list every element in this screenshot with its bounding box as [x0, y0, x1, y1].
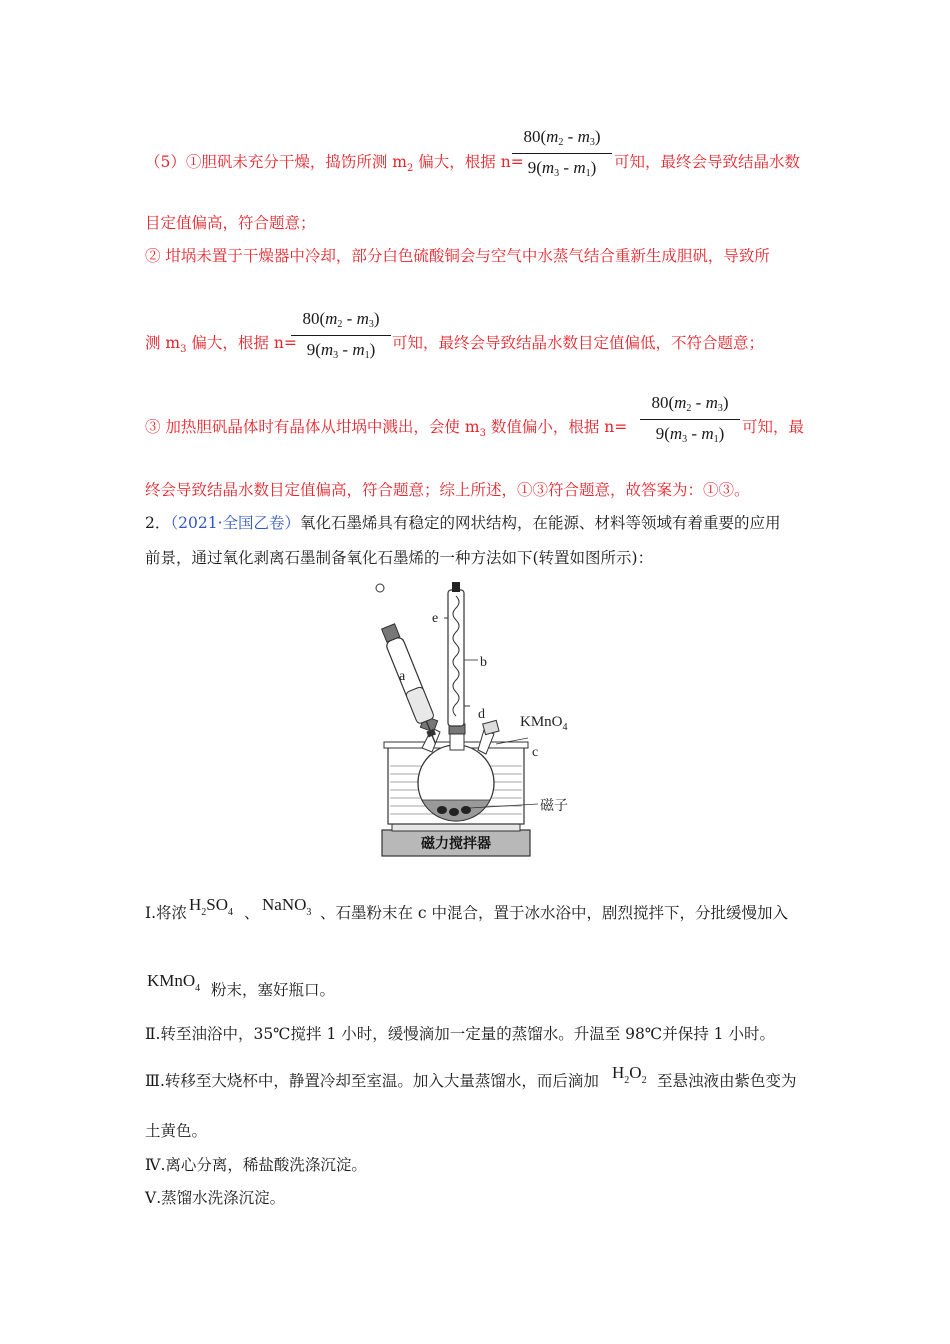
step-1-line-1: Ⅰ.将浓 [145, 904, 188, 922]
label-e: e [432, 611, 439, 626]
answer-line-1 [145, 155, 524, 174]
label-a: a [399, 669, 406, 684]
magnet-bar [449, 808, 459, 816]
stirrer-top [392, 824, 520, 831]
condenser-cap [452, 582, 460, 592]
label-b: b [480, 655, 487, 670]
step-3-text: 至悬浊液由紫色变为 [657, 1072, 797, 1090]
question-number: 2． [145, 514, 171, 532]
question-line-2: 前景，通过氧化剥离石墨制备氧化石墨烯的一种方法如下(转置如图所示)： [145, 549, 654, 567]
formula-h2o2: $H_2O_2$ [612, 1063, 647, 1086]
formula-nano3: NaNO$_3$ [262, 895, 312, 918]
formula-fraction: $80(m_2 - m_3)$ $9(m_3 - m_1)$ [512, 128, 612, 179]
step-1-text-2: 粉末，塞好瓶口。 [211, 981, 336, 999]
stopper-c [483, 720, 499, 734]
answer-line-5-tail: 可知，最 [742, 418, 805, 436]
magnet-bar [461, 806, 471, 814]
label-kmno4: KMnO$_4$ [520, 714, 568, 733]
question-line-1 [145, 516, 781, 532]
formula-kmno4: KMnO$_4$ [147, 971, 201, 994]
magnet-bar [437, 806, 447, 814]
question-text: 氧化石墨烯具有稳定的网状结构，在能源、材料等领域有着重要的应用 [300, 514, 781, 532]
step-2: Ⅱ.转至油浴中，35℃搅拌 1 小时，缓慢滴加一定量的蒸馏水。升温至 98℃并保持 1 小时。 [145, 1025, 775, 1043]
separator: 、 [244, 904, 260, 922]
answer-text: 偏大，根据 n= [413, 153, 524, 171]
step-5: Ⅴ.蒸馏水洗涤沉淀。 [145, 1189, 286, 1207]
label-d: d [478, 707, 485, 722]
label-magnet: 磁子 [540, 798, 568, 814]
answer-line-3: ② 坩埚未置于干燥器中冷却，部分白色硫酸铜会与空气中水蒸气结合重新生成胆矾，导致所 [145, 247, 770, 265]
question-source: （2021·全国乙卷） [170, 514, 300, 532]
formula-fraction: $80(m_2 - m_3)$ $9(m_3 - m_1)$ [291, 310, 391, 361]
step-3-line-2: 土黄色。 [145, 1122, 208, 1140]
condenser [448, 590, 464, 726]
label-c: c [532, 745, 539, 760]
answer-line-6: 终会导致结晶水数目定值偏高，符合题意；综上所述，①③符合题意，故答案为：①③。 [145, 481, 750, 499]
answer-line-4: 测 $m_3$ 偏大，根据 n= [145, 334, 297, 356]
formula-fraction: $80(m_2 - m_3)$ $9(m_3 - m_1)$ [640, 394, 740, 445]
funnel-top [376, 584, 384, 592]
step-3-line-1: Ⅲ.转移至大烧杯中，静置冷却至室温。加入大量蒸馏水，而后滴加 [145, 1072, 599, 1090]
apparatus-figure [360, 578, 610, 863]
formula-h2so4: $H_2SO_4$ [189, 895, 234, 918]
subscript: 2 [407, 163, 414, 175]
answer-text: （5）①胆矾未充分干燥，捣饬所测 m [145, 153, 407, 171]
answer-line-1-tail: 可知，最终会导致结晶水数 [614, 153, 801, 171]
stirrer-label: 磁力搅拌器 [421, 836, 491, 852]
answer-line-5: ③ 加热胆矾晶体时有晶体从坩埚中溅出，会使 $m_3$ 数值偏小，根据 n= [145, 418, 628, 440]
step-4: Ⅳ.离心分离，稀盐酸洗涤沉淀。 [145, 1156, 367, 1174]
answer-line-2: 目定值偏高，符合题意； [145, 214, 316, 232]
answer-line-4-tail: 可知，最终会导致结晶水数目定值偏低，不符合题意； [392, 334, 765, 352]
step-1-text: 、石墨粉末在 c 中混合，置于冰水浴中，剧烈搅拌下，分批缓慢加入 [320, 904, 789, 922]
